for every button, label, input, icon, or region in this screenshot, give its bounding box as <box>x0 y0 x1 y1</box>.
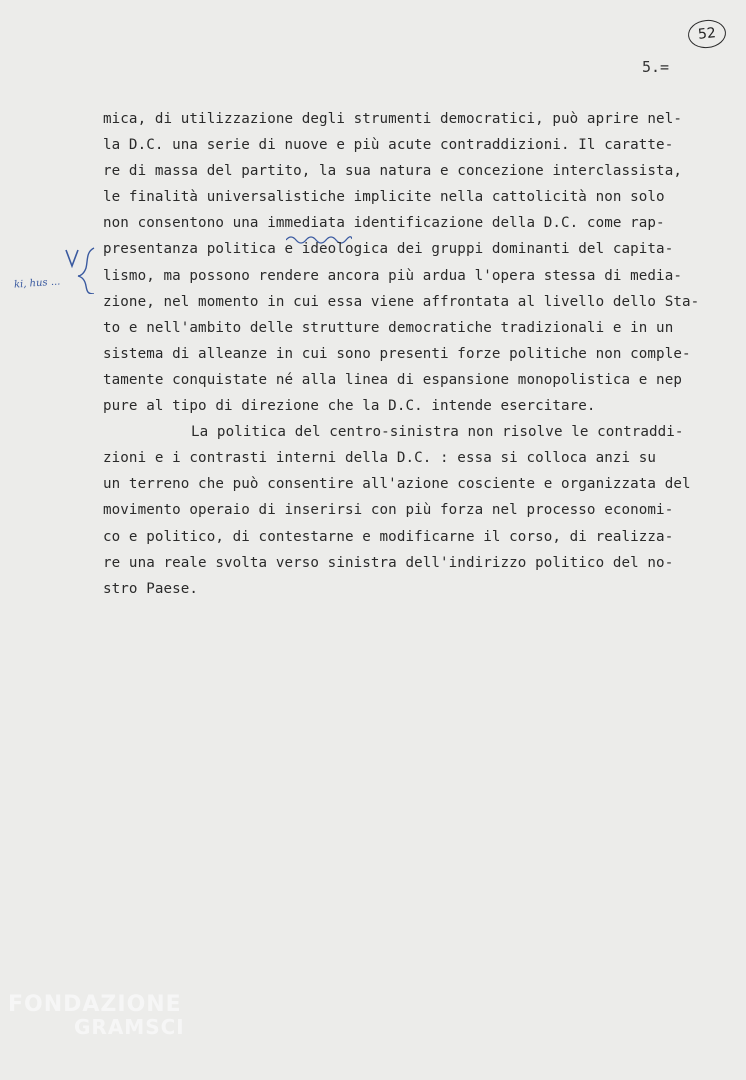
margin-note: ki, hus ... <box>13 276 61 291</box>
watermark-line-2: GRAMSCI <box>74 1015 185 1039</box>
text-line: sistema di alleanze in cui sono presenti forze politiche non comple- <box>103 345 691 362</box>
text-line: presentanza politica e ideologica dei gruppi dominanti del capita- <box>103 241 674 258</box>
text-line: re di massa del partito, la sua natura e concezione interclassista, <box>103 163 682 180</box>
text-line: co e politico, di contestarne e modificarne il corso, di realizza- <box>103 528 674 545</box>
text-line: tamente conquistate né alla linea di espansione monopolistica e nep <box>103 371 682 388</box>
text-line: le finalità universalistiche implicite nella cattolicità non solo <box>103 189 665 206</box>
watermark-line-1: FONDAZIONE <box>8 992 182 1017</box>
text-line: pure al tipo di direzione che la D.C. intende esercitare. <box>103 398 596 415</box>
text-line-indented: La politica del centro-sinistra non risolve le contraddi- <box>191 424 684 441</box>
text-line: stro Paese. <box>103 580 199 597</box>
text-line: lismo, ma possono rendere ancora più ardua l'opera stessa di media- <box>103 267 682 284</box>
archive-stamp <box>687 18 728 50</box>
fondazione-gramsci-watermark <box>8 994 185 1038</box>
typed-body-text <box>103 106 723 602</box>
text-line: mica, di utilizzazione degli strumenti democratici, può aprire nel- <box>103 111 682 127</box>
text-line: to e nell'ambito delle strutture democratiche tradizionali e in un <box>103 319 674 336</box>
text-line: un terreno che può consentire all'azione cosciente e organizzata del <box>103 476 691 493</box>
text-line: movimento operaio di inserirsi con più forza nel processo economi- <box>103 502 674 519</box>
text-line: zione, nel momento in cui essa viene affrontata al livello dello Sta- <box>103 293 700 310</box>
text-line: non consentono una immediata identificazione della D.C. come rap- <box>103 215 665 232</box>
text-line: zioni e i contrasti interni della D.C. : essa si colloca anzi su <box>103 450 657 467</box>
stamp-number: 52 <box>697 25 717 43</box>
page-number: 5.= <box>642 58 670 76</box>
text-line: re una reale svolta verso sinistra dell'indirizzo politico del no- <box>103 554 674 571</box>
text-line: la D.C. una serie di nuove e più acute contraddizioni. Il caratte- <box>103 137 674 154</box>
